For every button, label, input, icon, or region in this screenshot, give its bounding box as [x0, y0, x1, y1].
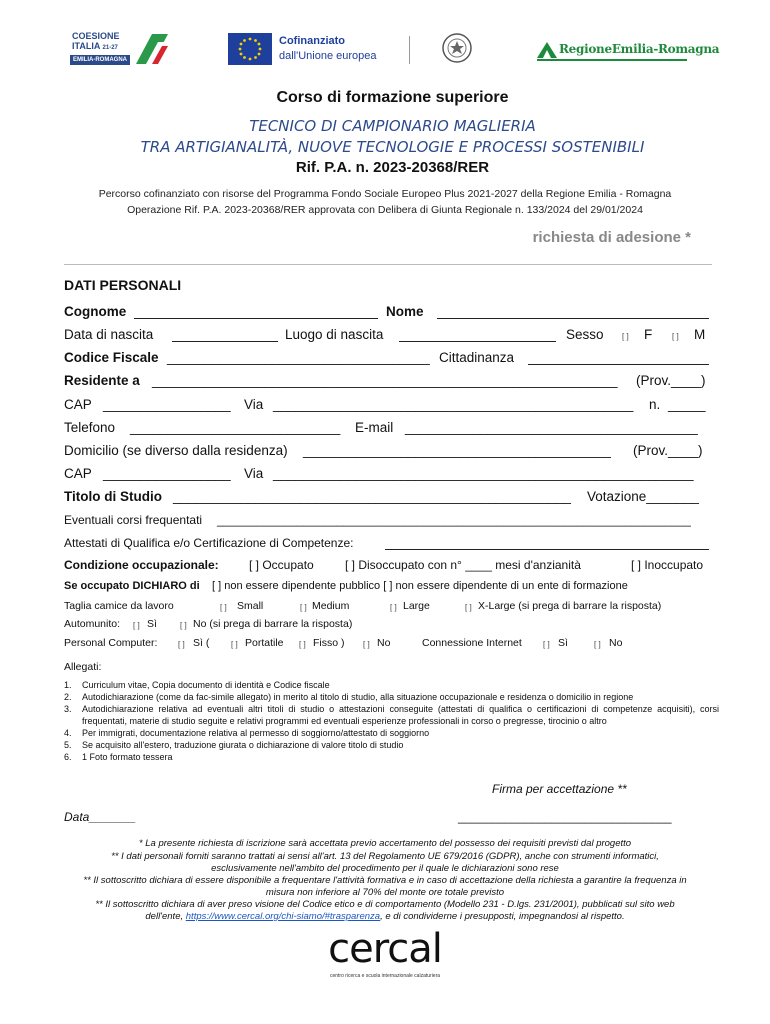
automunito-no-label: No (si prega di barrare la risposta)	[193, 618, 353, 630]
domicilio-prov[interactable]: (Prov.____)	[633, 443, 703, 458]
residente-prov[interactable]: (Prov.____)	[636, 373, 706, 388]
course-desc-line1: Percorso cofinanziato con risorse del Programma Fondo Sociale Europeo Plus 2021-2027 della Regione Emilia - Romagna	[98, 188, 672, 200]
pc-no-checkbox[interactable]: [ ]	[363, 640, 370, 649]
eu-line2: dall'Unione europea	[279, 50, 377, 62]
allegato-item: 6. 1 Foto formato tessera	[64, 752, 173, 762]
sesso-f-label: F	[644, 327, 653, 342]
telefono-label: Telefono	[64, 420, 116, 435]
allegato-item: 3. Autodichiarazione relativa ad eventuali altri titoli di studio o attestazioni conseguite (attestati di qualifica o certificazioni di competenze acquisiti), corsi frequentati, materie di studio seguite e relativi programmi ed eventuali esperienze professionali in corso o pregresse, tirocinio o altro	[64, 704, 719, 726]
numero-label: n.	[649, 397, 661, 412]
taglia-large-checkbox[interactable]: [ ]	[390, 603, 397, 612]
pc-si-label: Sì (	[193, 637, 210, 649]
connessione-si-label: Sì	[558, 637, 568, 649]
se-occupato-options[interactable]: [ ] non essere dipendente pubblico [ ] non essere dipendente di un ente di formazione	[212, 580, 628, 592]
note-3a: ** Il sottoscritto dichiara di essere disponibile a frequentare l'attività formativa e in caso di accettazione della richiesta a garantire la frequenza in	[83, 875, 687, 886]
titolo-studio-input[interactable]: _____________________________________________________	[173, 489, 571, 504]
note-4b-pre: dell'ente,	[145, 911, 184, 922]
cap2-input[interactable]: _________________	[103, 466, 231, 481]
allegati-list	[64, 679, 719, 763]
sesso-f-checkbox[interactable]: [ ]	[622, 332, 629, 341]
note-2a: ** I dati personali forniti saranno trattati ai sensi all'art. 13 del Regolamento UE 679/2016 (GDPR), anche con strumenti informatici,	[111, 851, 659, 862]
pc-no-label: No	[377, 637, 391, 649]
via-input[interactable]: ________________________________________________	[273, 397, 634, 412]
allegato-item: 1. Curriculum vitae, Copia documento di identità e Codice fiscale	[64, 680, 330, 690]
request-label: richiesta di adesione *	[532, 229, 691, 246]
sesso-m-checkbox[interactable]: [ ]	[672, 332, 679, 341]
note-2b: esclusivamente nell'ambito del procedimento per il quale le dichiarazioni sono rese	[211, 863, 559, 874]
rer-name: RegioneEmilia-Romagna	[559, 42, 720, 56]
email-input[interactable]: _______________________________________	[405, 420, 698, 435]
luogo-nascita-input[interactable]	[399, 341, 556, 342]
page-title: Corso di formazione superiore	[276, 89, 509, 106]
coesione-years: 21-27	[102, 45, 118, 51]
connessione-label: Connessione Internet	[422, 637, 522, 649]
taglia-xlarge-label: X-Large (si prega di barrare la risposta)	[478, 600, 662, 612]
firma-input[interactable]: ________________________________	[458, 810, 672, 824]
inoccupato-option[interactable]: [ ] Inoccupato	[631, 558, 704, 572]
allegato-item: 2. Autodichiarazione (come da fac-simile allegato) in merito al titolo di studio, alla situazione occupazionale e residenza o domicilio in regione	[64, 692, 634, 702]
cittadinanza-input[interactable]	[528, 364, 709, 365]
taglia-xlarge-checkbox[interactable]: [ ]	[465, 603, 472, 612]
via2-label: Via	[244, 466, 264, 481]
residente-input[interactable]: ______________________________________________________________	[152, 373, 618, 388]
note-4a: ** Il sottoscritto dichiara di aver preso visione del Codice etico e di comportamento (Modello 231 - D.lgs. 231/2001), pubblicati sul sito web	[95, 899, 675, 910]
pc-portatile-label: Portatile	[245, 637, 284, 649]
pc-label: Personal Computer:	[64, 637, 158, 649]
automunito-no-checkbox[interactable]: [ ]	[180, 621, 187, 630]
se-occupato-label: Se occupato DICHIARO di	[64, 580, 200, 592]
trasparenza-link[interactable]: https://www.cercal.org/chi-siamo/#trasparenza	[185, 911, 381, 922]
automunito-si-label: Sì	[147, 618, 157, 630]
telefono-input[interactable]: ____________________________	[130, 420, 341, 435]
cognome-label: Cognome	[64, 304, 127, 319]
domicilio-label: Domicilio (se diverso dalla residenza)	[64, 443, 288, 458]
note-4b-post: , e di condividerne i presupposti, impegnandosi al rispetto.	[380, 911, 625, 922]
pc-fisso-label: Fisso )	[313, 637, 345, 649]
taglia-small-checkbox[interactable]: [ ]	[220, 603, 227, 612]
eu-line1: Cofinanziato	[279, 35, 345, 47]
taglia-medium-label: Medium	[312, 600, 350, 612]
allegato-item: 4. Per immigrati, documentazione relativa al permesso di soggiorno/attestato di soggiorno	[64, 728, 430, 738]
note-4b	[0, 911, 770, 922]
connessione-no-label: No	[609, 637, 623, 649]
data-nascita-label: Data di nascita	[64, 327, 154, 342]
eu-flag-icon	[228, 33, 272, 65]
email-label: E-mail	[355, 420, 394, 435]
taglia-small-label: Small	[237, 600, 264, 612]
cap-label: CAP	[64, 397, 92, 412]
emblem-italy-icon	[441, 30, 473, 66]
pc-si-checkbox[interactable]: [ ]	[178, 640, 185, 649]
taglia-medium-checkbox[interactable]: [ ]	[300, 603, 307, 612]
cercal-tagline: centro ricerca e scuola internazionale calzaturiera	[329, 973, 441, 979]
allegati-title: Allegati:	[64, 661, 102, 673]
attestati-input[interactable]	[385, 549, 709, 550]
corsi-input[interactable]: _______________________________________________________________________	[217, 513, 691, 527]
data-nascita-input[interactable]	[172, 341, 278, 342]
taglia-label: Taglia camice da lavoro	[64, 600, 174, 612]
coesione-line1: COESIONE	[72, 31, 120, 41]
logo-coesione	[70, 30, 170, 70]
logo-eu	[228, 33, 388, 67]
course-ref: Rif. P.A. n. 2023-20368/RER	[295, 159, 490, 176]
nome-label: Nome	[386, 304, 424, 319]
connessione-no-checkbox[interactable]: [ ]	[594, 640, 601, 649]
votazione-input[interactable]: Votazione_______	[587, 489, 699, 504]
nome-input[interactable]	[437, 318, 709, 319]
sesso-m-label: M	[694, 327, 706, 342]
coesione-flag-icon	[134, 32, 168, 66]
codice-fiscale-label: Codice Fiscale	[64, 350, 159, 365]
firma-label: Firma per accettazione **	[492, 782, 627, 796]
cittadinanza-label: Cittadinanza	[439, 350, 515, 365]
occupato-option[interactable]: [ ] Occupato	[249, 558, 314, 572]
note-1: * La presente richiesta di iscrizione sarà accettata previo accertamento del possesso dei requisiti previsti dal progetto	[138, 838, 632, 849]
taglia-large-label: Large	[403, 600, 430, 612]
pc-fisso-checkbox[interactable]: [ ]	[299, 640, 306, 649]
disoccupato-option[interactable]: [ ] Disoccupato con n° ____ mesi d'anzianità	[345, 558, 581, 572]
section-title: DATI PERSONALI	[64, 277, 182, 293]
cognome-input[interactable]	[134, 318, 378, 319]
titolo-studio-label: Titolo di Studio	[64, 489, 162, 504]
residente-label: Residente a	[64, 373, 140, 388]
header-divider	[64, 264, 712, 265]
course-desc-line2: Operazione Rif. P.A. 2023-20368/RER approvata con Delibera di Giunta Regionale n. 133/2024 del 29/01/2024	[127, 204, 643, 216]
condizione-label: Condizione occupazionale:	[64, 558, 219, 572]
logo-rer	[537, 40, 720, 62]
cercal-logo: cercal	[328, 926, 442, 972]
corsi-label: Eventuali corsi frequentati	[64, 513, 203, 527]
cap-input[interactable]: _________________	[103, 397, 231, 412]
coesione-line2: ITALIA	[72, 41, 100, 51]
luogo-nascita-label: Luogo di nascita	[285, 327, 384, 342]
automunito-label: Automunito:	[64, 618, 121, 630]
domicilio-input[interactable]: _________________________________________	[303, 443, 611, 458]
coesione-region: EMILIA-ROMAGNA	[70, 55, 130, 65]
codice-fiscale-input[interactable]: ___________________________________	[167, 350, 430, 365]
logo-divider	[409, 36, 410, 64]
sesso-label: Sesso	[566, 327, 604, 342]
course-title-line2: TRA ARTIGIANALITÀ, NUOVE TECNOLOGIE E PROCESSI SOSTENIBILI	[140, 138, 645, 156]
allegato-item: 5. Se acquisito all'estero, traduzione giurata o dichiarazione di valore titolo di studio	[64, 740, 404, 750]
via2-input[interactable]: ________________________________________________________	[273, 466, 694, 481]
cap2-label: CAP	[64, 466, 92, 481]
rer-flag-icon	[537, 42, 557, 58]
connessione-si-checkbox[interactable]: [ ]	[543, 640, 550, 649]
automunito-si-checkbox[interactable]: [ ]	[133, 621, 140, 630]
numero-input[interactable]: _____	[668, 397, 706, 412]
course-title-line1: TECNICO DI CAMPIONARIO MAGLIERIA	[249, 117, 536, 135]
attestati-label: Attestati di Qualifica e/o Certificazione di Competenze:	[64, 536, 354, 550]
pc-portatile-checkbox[interactable]: [ ]	[231, 640, 238, 649]
data-label[interactable]: Data_______	[64, 810, 137, 824]
note-3b: misura non inferiore al 70% del monte ore totale previsto	[265, 887, 505, 898]
via-label: Via	[244, 397, 264, 412]
